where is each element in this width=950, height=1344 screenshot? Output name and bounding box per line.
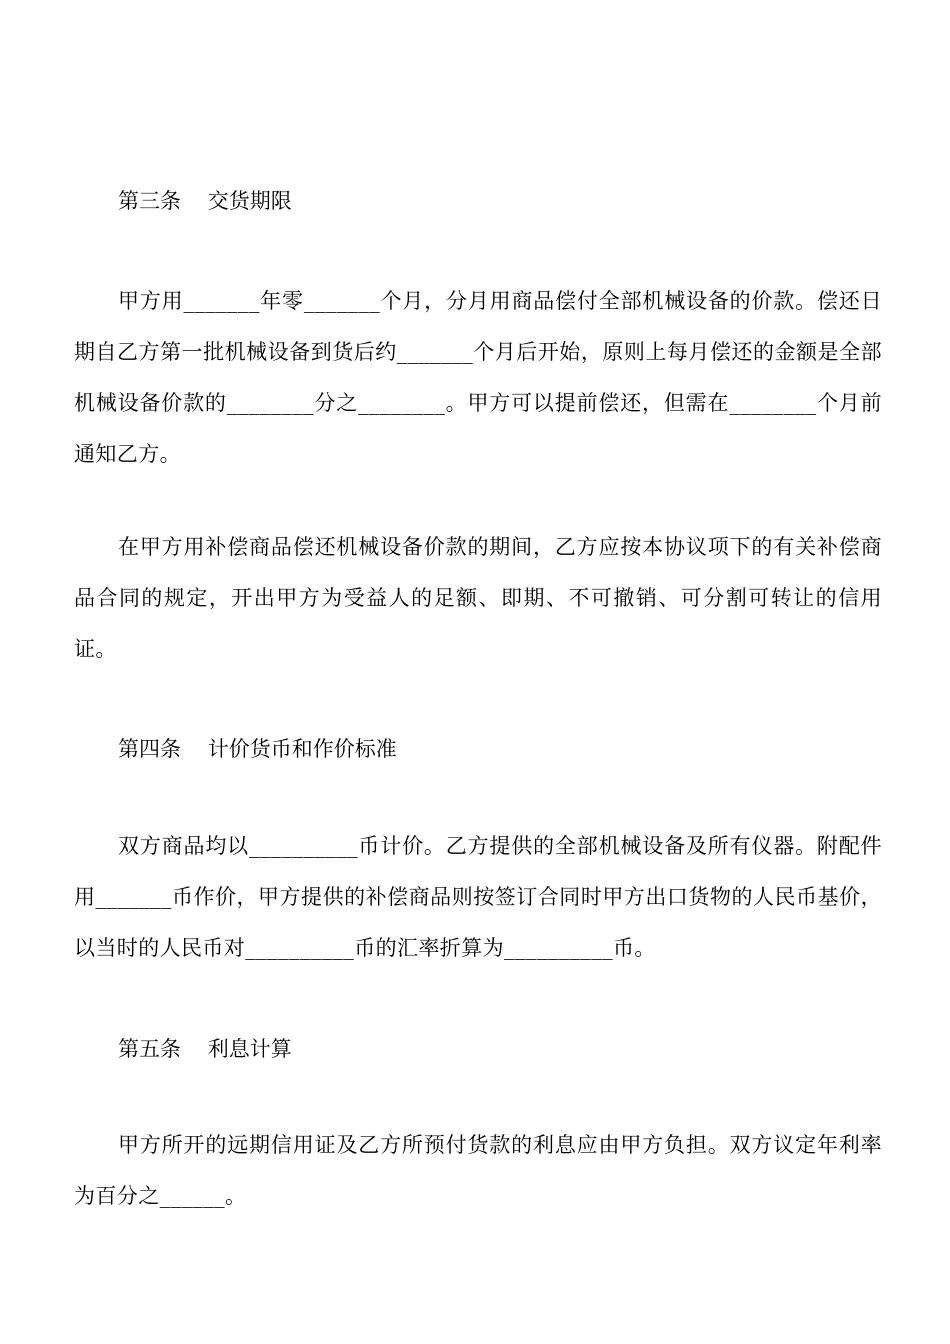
article-4-paragraph-1: 双方商品均以__________币计价。乙方提供的全部机械设备及所有仪器。附配件用_______币作价，甲方提供的补偿商品则按签订合同时甲方出口货物的人民币基价，以当时的人民币对__________币的汇率折算为__________币。 — [74, 834, 882, 960]
article-3-paragraph-2: 在甲方用补偿商品偿还机械设备价款的期间，乙方应按本协议项下的有关补偿商品合同的规定，开出甲方为受益人的足额、即期、不可撤销、可分割可转让的信用证。 — [74, 535, 882, 661]
article-3-paragraph-1: 甲方用_______年零_______个月，分月用商品偿付全部机械设备的价款。偿还日期自乙方第一批机械设备到货后约_______个月后开始，原则上每月偿还的金额是全部机械设备价款的________分之________。甲方可以提前偿还，但需在________个月前通知乙方。 — [74, 289, 882, 466]
article-5-paragraph-1: 甲方所开的远期信用证及乙方所预付货款的利息应由甲方负担。双方议定年利率为百分之______。 — [74, 1133, 882, 1208]
article-4-heading: 第四条 计价货币和作价标准 — [118, 737, 397, 761]
article-3-heading: 第三条 交货期限 — [118, 189, 292, 213]
article-5-heading: 第五条 利息计算 — [118, 1037, 292, 1061]
